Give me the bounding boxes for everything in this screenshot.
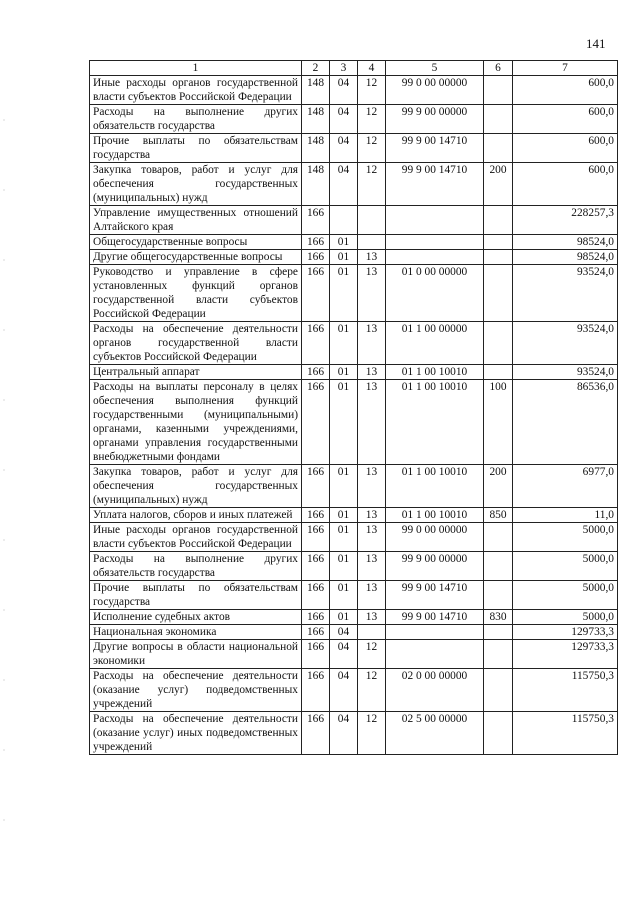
- table-row: [90, 669, 618, 712]
- section-cell: 01: [330, 235, 358, 250]
- table-row: [90, 76, 618, 105]
- section-cell: 01: [330, 523, 358, 552]
- amount-cell: 115750,3: [513, 669, 618, 712]
- amount-cell: 115750,3: [513, 712, 618, 755]
- row-name-cell: Иные расходы органов государственной власти субъектов Российской Федерации: [90, 523, 302, 552]
- target-article-cell: 99 0 00 00000: [386, 523, 484, 552]
- expense-type-cell: 200: [484, 163, 513, 206]
- row-name-cell: Расходы на обеспечение деятельности (оказание услуг) подведомственных учреждений: [90, 669, 302, 712]
- header-cell: 3: [330, 61, 358, 76]
- expense-type-cell: [484, 625, 513, 640]
- admin-code-cell: 166: [302, 625, 330, 640]
- admin-code-cell: 166: [302, 552, 330, 581]
- expense-type-cell: [484, 581, 513, 610]
- table-row: [90, 134, 618, 163]
- target-article-cell: 01 1 00 10010: [386, 380, 484, 465]
- admin-code-cell: 166: [302, 581, 330, 610]
- amount-cell: 129733,3: [513, 640, 618, 669]
- section-cell: 01: [330, 380, 358, 465]
- row-name-cell: Управление имущественных отношений Алтайского края: [90, 206, 302, 235]
- subsection-cell: 12: [358, 163, 386, 206]
- target-article-cell: 01 1 00 00000: [386, 322, 484, 365]
- expense-type-cell: [484, 76, 513, 105]
- subsection-cell: 12: [358, 105, 386, 134]
- section-cell: 04: [330, 712, 358, 755]
- row-name-cell: Центральный аппарат: [90, 365, 302, 380]
- expense-type-cell: 200: [484, 465, 513, 508]
- table-row: [90, 581, 618, 610]
- admin-code-cell: 166: [302, 322, 330, 365]
- expense-type-cell: [484, 206, 513, 235]
- subsection-cell: 12: [358, 669, 386, 712]
- table-row: [90, 365, 618, 380]
- subsection-cell: 13: [358, 523, 386, 552]
- section-cell: 04: [330, 134, 358, 163]
- table-body: [90, 61, 618, 755]
- subsection-cell: 12: [358, 712, 386, 755]
- admin-code-cell: 166: [302, 465, 330, 508]
- expense-type-cell: [484, 669, 513, 712]
- amount-cell: 6977,0: [513, 465, 618, 508]
- table-row: [90, 508, 618, 523]
- target-article-cell: 99 9 00 14710: [386, 134, 484, 163]
- section-cell: 01: [330, 265, 358, 322]
- amount-cell: 129733,3: [513, 625, 618, 640]
- table-row: [90, 235, 618, 250]
- target-article-cell: [386, 235, 484, 250]
- row-name-cell: Исполнение судебных актов: [90, 610, 302, 625]
- expense-type-cell: [484, 523, 513, 552]
- subsection-cell: 13: [358, 552, 386, 581]
- row-name-cell: Расходы на обеспечение деятельности органов государственной власти субъектов Российской Федерации: [90, 322, 302, 365]
- admin-code-cell: 166: [302, 669, 330, 712]
- row-name-cell: Общегосударственные вопросы: [90, 235, 302, 250]
- expense-type-cell: [484, 552, 513, 581]
- table-row: [90, 712, 618, 755]
- row-name-cell: Руководство и управление в сфере установленных функций органов государственной власти субъектов Российской Федерации: [90, 265, 302, 322]
- amount-cell: 600,0: [513, 134, 618, 163]
- target-article-cell: 99 9 00 14710: [386, 163, 484, 206]
- amount-cell: 600,0: [513, 105, 618, 134]
- budget-table: [89, 60, 618, 755]
- admin-code-cell: 148: [302, 163, 330, 206]
- section-cell: 01: [330, 250, 358, 265]
- table-row: [90, 163, 618, 206]
- amount-cell: 98524,0: [513, 235, 618, 250]
- amount-cell: 600,0: [513, 76, 618, 105]
- section-cell: 01: [330, 552, 358, 581]
- expense-type-cell: [484, 235, 513, 250]
- row-name-cell: Закупка товаров, работ и услуг для обеспечения государственных (муниципальных) нужд: [90, 163, 302, 206]
- table-row: [90, 250, 618, 265]
- target-article-cell: [386, 206, 484, 235]
- target-article-cell: 99 9 00 00000: [386, 105, 484, 134]
- target-article-cell: 01 1 00 10010: [386, 465, 484, 508]
- row-name-cell: Иные расходы органов государственной власти субъектов Российской Федерации: [90, 76, 302, 105]
- subsection-cell: 12: [358, 640, 386, 669]
- subsection-cell: 13: [358, 380, 386, 465]
- section-cell: 04: [330, 669, 358, 712]
- row-name-cell: Расходы на обеспечение деятельности (оказание услуг) иных подведомственных учреждений: [90, 712, 302, 755]
- section-cell: 04: [330, 625, 358, 640]
- header-cell: 2: [302, 61, 330, 76]
- subsection-cell: 13: [358, 322, 386, 365]
- section-cell: 04: [330, 105, 358, 134]
- section-cell: 04: [330, 163, 358, 206]
- section-cell: 01: [330, 365, 358, 380]
- amount-cell: 5000,0: [513, 552, 618, 581]
- admin-code-cell: 148: [302, 76, 330, 105]
- expense-type-cell: [484, 134, 513, 163]
- amount-cell: 5000,0: [513, 610, 618, 625]
- target-article-cell: [386, 640, 484, 669]
- expense-type-cell: [484, 265, 513, 322]
- subsection-cell: 13: [358, 250, 386, 265]
- amount-cell: 600,0: [513, 163, 618, 206]
- admin-code-cell: 166: [302, 250, 330, 265]
- expense-type-cell: 850: [484, 508, 513, 523]
- expense-type-cell: 830: [484, 610, 513, 625]
- target-article-cell: [386, 625, 484, 640]
- target-article-cell: [386, 250, 484, 265]
- header-cell: 1: [90, 61, 302, 76]
- header-cell: 7: [513, 61, 618, 76]
- header-cell: 6: [484, 61, 513, 76]
- row-name-cell: Прочие выплаты по обязательствам государства: [90, 581, 302, 610]
- section-cell: 01: [330, 465, 358, 508]
- scan-edge-marks: [0, 0, 8, 904]
- section-cell: 01: [330, 322, 358, 365]
- subsection-cell: 13: [358, 365, 386, 380]
- table-row: [90, 206, 618, 235]
- subsection-cell: 13: [358, 508, 386, 523]
- amount-cell: 86536,0: [513, 380, 618, 465]
- table-header-row: [90, 61, 618, 76]
- subsection-cell: 12: [358, 134, 386, 163]
- amount-cell: 5000,0: [513, 581, 618, 610]
- row-name-cell: Закупка товаров, работ и услуг для обеспечения государственных (муниципальных) нужд: [90, 465, 302, 508]
- amount-cell: 93524,0: [513, 365, 618, 380]
- table-row: [90, 265, 618, 322]
- subsection-cell: 12: [358, 76, 386, 105]
- target-article-cell: 99 9 00 14710: [386, 581, 484, 610]
- table-row: [90, 523, 618, 552]
- table-row: [90, 322, 618, 365]
- admin-code-cell: 166: [302, 380, 330, 465]
- page-number: 141: [586, 36, 606, 51]
- expense-type-cell: [484, 105, 513, 134]
- expense-type-cell: [484, 712, 513, 755]
- table-row: [90, 105, 618, 134]
- expense-type-cell: [484, 640, 513, 669]
- target-article-cell: 02 5 00 00000: [386, 712, 484, 755]
- admin-code-cell: 166: [302, 235, 330, 250]
- row-name-cell: Расходы на выплаты персоналу в целях обеспечения выполнения функций государственными (муниципальными) органами, казенными учреждениями, органами управления государственными внебюджетными фондами: [90, 380, 302, 465]
- subsection-cell: 13: [358, 265, 386, 322]
- target-article-cell: 99 0 00 00000: [386, 76, 484, 105]
- expense-type-cell: [484, 365, 513, 380]
- target-article-cell: 02 0 00 00000: [386, 669, 484, 712]
- target-article-cell: 01 0 00 00000: [386, 265, 484, 322]
- admin-code-cell: 166: [302, 265, 330, 322]
- section-cell: 04: [330, 640, 358, 669]
- target-article-cell: 99 9 00 14710: [386, 610, 484, 625]
- header-cell: 5: [386, 61, 484, 76]
- section-cell: 01: [330, 610, 358, 625]
- row-name-cell: Другие общегосударственные вопросы: [90, 250, 302, 265]
- admin-code-cell: 166: [302, 640, 330, 669]
- section-cell: [330, 206, 358, 235]
- table-row: [90, 380, 618, 465]
- admin-code-cell: 166: [302, 508, 330, 523]
- table-row: [90, 465, 618, 508]
- amount-cell: 93524,0: [513, 322, 618, 365]
- row-name-cell: Расходы на выполнение других обязательств государства: [90, 105, 302, 134]
- header-cell: 4: [358, 61, 386, 76]
- subsection-cell: [358, 235, 386, 250]
- admin-code-cell: 148: [302, 134, 330, 163]
- subsection-cell: 13: [358, 610, 386, 625]
- amount-cell: 228257,3: [513, 206, 618, 235]
- row-name-cell: Расходы на выполнение других обязательств государства: [90, 552, 302, 581]
- expense-type-cell: 100: [484, 380, 513, 465]
- row-name-cell: Прочие выплаты по обязательствам государства: [90, 134, 302, 163]
- admin-code-cell: 166: [302, 523, 330, 552]
- admin-code-cell: 166: [302, 712, 330, 755]
- expense-type-cell: [484, 322, 513, 365]
- row-name-cell: Другие вопросы в области национальной экономики: [90, 640, 302, 669]
- target-article-cell: 99 9 00 00000: [386, 552, 484, 581]
- subsection-cell: [358, 206, 386, 235]
- section-cell: 01: [330, 508, 358, 523]
- amount-cell: 98524,0: [513, 250, 618, 265]
- amount-cell: 11,0: [513, 508, 618, 523]
- expense-type-cell: [484, 250, 513, 265]
- section-cell: 01: [330, 581, 358, 610]
- target-article-cell: 01 1 00 10010: [386, 365, 484, 380]
- subsection-cell: 13: [358, 581, 386, 610]
- section-cell: 04: [330, 76, 358, 105]
- admin-code-cell: 166: [302, 206, 330, 235]
- admin-code-cell: 166: [302, 610, 330, 625]
- row-name-cell: Национальная экономика: [90, 625, 302, 640]
- table-row: [90, 625, 618, 640]
- amount-cell: 93524,0: [513, 265, 618, 322]
- row-name-cell: Уплата налогов, сборов и иных платежей: [90, 508, 302, 523]
- subsection-cell: [358, 625, 386, 640]
- admin-code-cell: 166: [302, 365, 330, 380]
- subsection-cell: 13: [358, 465, 386, 508]
- target-article-cell: 01 1 00 10010: [386, 508, 484, 523]
- table-row: [90, 640, 618, 669]
- table-row: [90, 610, 618, 625]
- amount-cell: 5000,0: [513, 523, 618, 552]
- table-row: [90, 552, 618, 581]
- admin-code-cell: 148: [302, 105, 330, 134]
